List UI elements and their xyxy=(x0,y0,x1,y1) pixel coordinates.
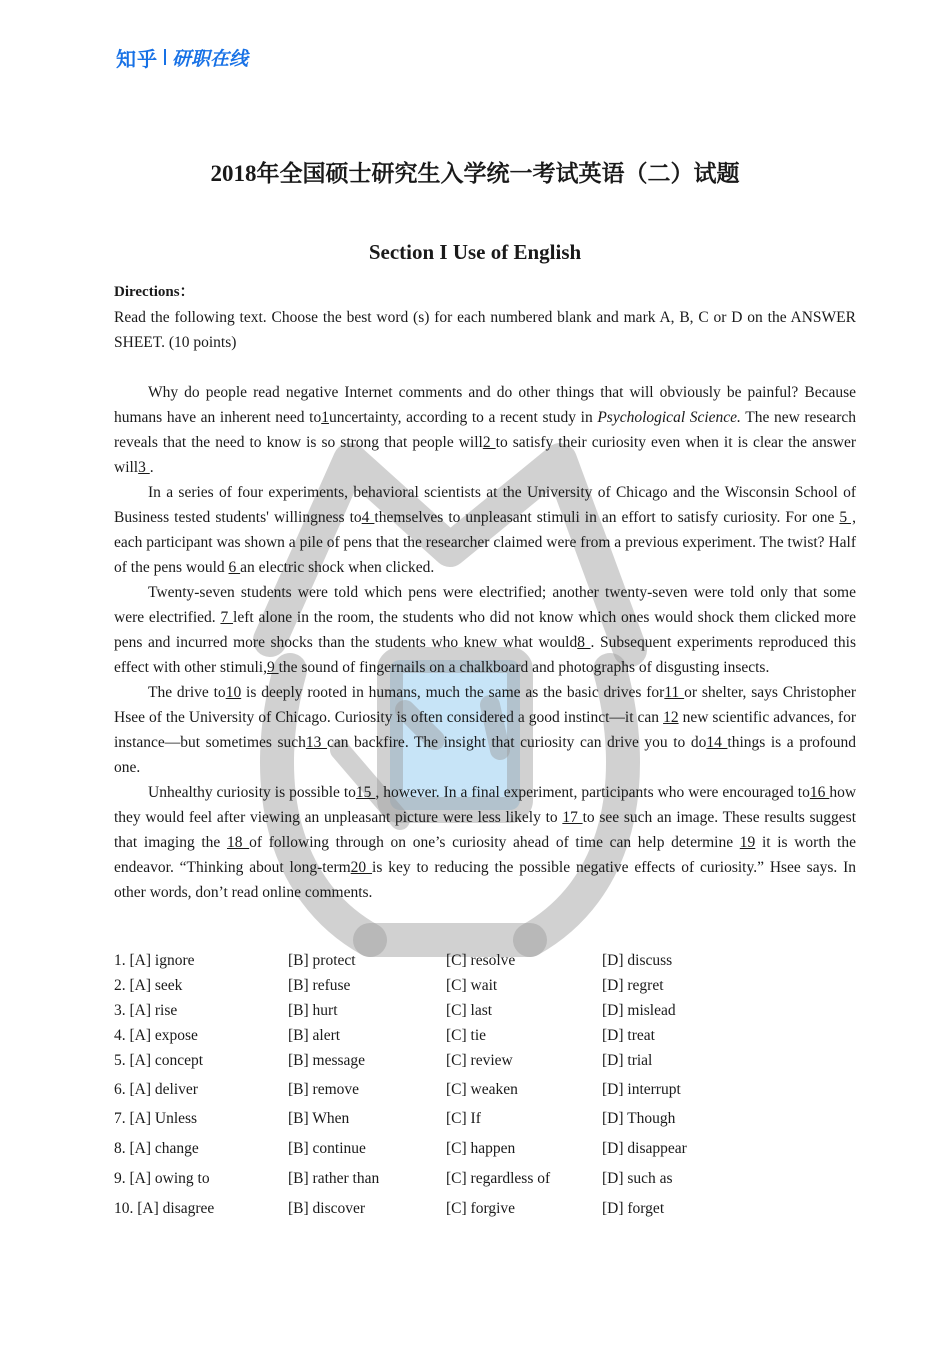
option-row: 9. [A] owing to [B] rather than [C] regardless of [D] such as xyxy=(114,1170,673,1187)
option-row: 10. [A] disagree [B] discover [C] forgive [D] forget xyxy=(114,1200,665,1217)
blank-14: 14 xyxy=(706,734,728,751)
option-row: 6. [A] deliver [B] remove [C] weaken [D] interrupt xyxy=(114,1081,681,1098)
blank-9: 9 xyxy=(266,659,279,676)
blank-5: 5 , xyxy=(839,509,857,526)
option-row: 4. [A] expose [B] alert [C] tie [D] treat xyxy=(114,1027,655,1044)
answer-options xyxy=(114,952,856,1225)
logo-divider xyxy=(164,49,166,65)
passage-paragraph-2: In a series of four experiments, behavioral scientists at the University of Chicago and the Wisconsin School of Business tested students' willingness to4 themselves to unpleasant stimuli in an effort to satisfy curiosity. For one 5 , each participant was shown a pile of pens that the researcher claimed were from a previous experiment. The twist? Half of the pens would 6 an electric shock when clicked. xyxy=(114,484,857,576)
option-row: 8. [A] change [B] continue [C] happen [D] disappear xyxy=(114,1140,687,1157)
blank-1: 1 xyxy=(321,409,329,426)
blank-6: 6 xyxy=(228,559,241,576)
blank-11: 11 xyxy=(664,684,685,701)
option-row: 1. [A] ignore [B] protect [C] resolve [D] discuss xyxy=(114,952,673,969)
section-heading: Section I Use of English xyxy=(368,240,582,264)
blank-17: 17 xyxy=(562,809,583,826)
logo-zhihu-text: 知乎 xyxy=(116,46,158,71)
blank-7: 7 xyxy=(220,609,234,626)
blank-8: 8 xyxy=(577,634,591,651)
option-row: 7. [A] Unless [B] When [C] If [D] Though xyxy=(114,1110,676,1127)
passage-paragraph-5: Unhealthy curiosity is possible to15 , however. In a final experiment, participants who were encouraged to16 how they would feel after viewing an unpleasant picture were less likely to 17 to see such an image. These results suggest that imaging the 18 of following through on one’s curiosity ahead of time can help determine 19 it is worth the endeavor. “Thinking about long-term20 is key to reducing the possible negative effects of curiosity.” Hsee says. In other words, don’t read online comments. xyxy=(114,784,857,901)
blank-16: 16 xyxy=(809,784,830,801)
logo-yanzhi-text: 研职在线 xyxy=(172,47,249,70)
blank-18: 18 xyxy=(226,834,250,851)
zhihu-logo xyxy=(116,44,248,70)
blank-12: 12 xyxy=(663,709,679,726)
passage-paragraph-4: The drive to10 is deeply rooted in humans, much the same as the basic drives for11 or shelter, says Christopher Hsee of the University of Chicago. Curiosity is often considered a good instinct—it can 12 new scientific advances, for instance—but sometimes such13 can backfire. The insight that curiosity can drive you to do14 things is a profound one. xyxy=(114,684,857,776)
option-row: 3. [A] rise [B] hurt [C] last [D] mislead xyxy=(114,1002,676,1019)
directions-label: Directions： xyxy=(114,284,195,300)
option-row: 2. [A] seek [B] refuse [C] wait [D] regret xyxy=(114,977,664,994)
blank-19: 19 xyxy=(739,834,756,851)
blank-3: 3 xyxy=(138,459,150,476)
passage-paragraph-1: Why do people read negative Internet comments and do other things that will obviously be painful? Because humans have an inherent need to1uncertainty, according to a recent study in Psychological Science. The new research reveals that the need to know is so strong that people will2 to satisfy their curiosity even when it is clear the answer will3 . xyxy=(114,384,856,476)
exam-title: 2018年全国硕士研究生入学统一考试英语（二）试题 xyxy=(210,161,740,186)
blank-10: 10 xyxy=(225,684,242,701)
document-body xyxy=(114,280,856,905)
blank-2: 2 xyxy=(482,434,496,451)
option-row: 5. [A] concept [B] message [C] review [D] trial xyxy=(114,1052,653,1069)
blank-13: 13 xyxy=(305,734,327,751)
directions-text: Read the following text. Choose the best word (s) for each numbered blank and mark A, B, C or D on the ANSWER SHEET. (10 points) xyxy=(114,309,856,351)
blank-20: 20 xyxy=(350,859,373,876)
blank-15: 15 xyxy=(355,784,376,801)
passage-paragraph-3: Twenty-seven students were told which pens were electrified; another twenty-seven were told only that some were electrified. 7 left alone in the room, the students who did not know which ones would shock them clicked more pens and incurred more shocks than the students who knew what would8 . Subsequent experiments reproduced this effect with other stimuli,9 the sound of fingernails on a chalkboard and photographs of disgusting insects. xyxy=(114,584,857,676)
blank-4: 4 xyxy=(361,509,375,526)
